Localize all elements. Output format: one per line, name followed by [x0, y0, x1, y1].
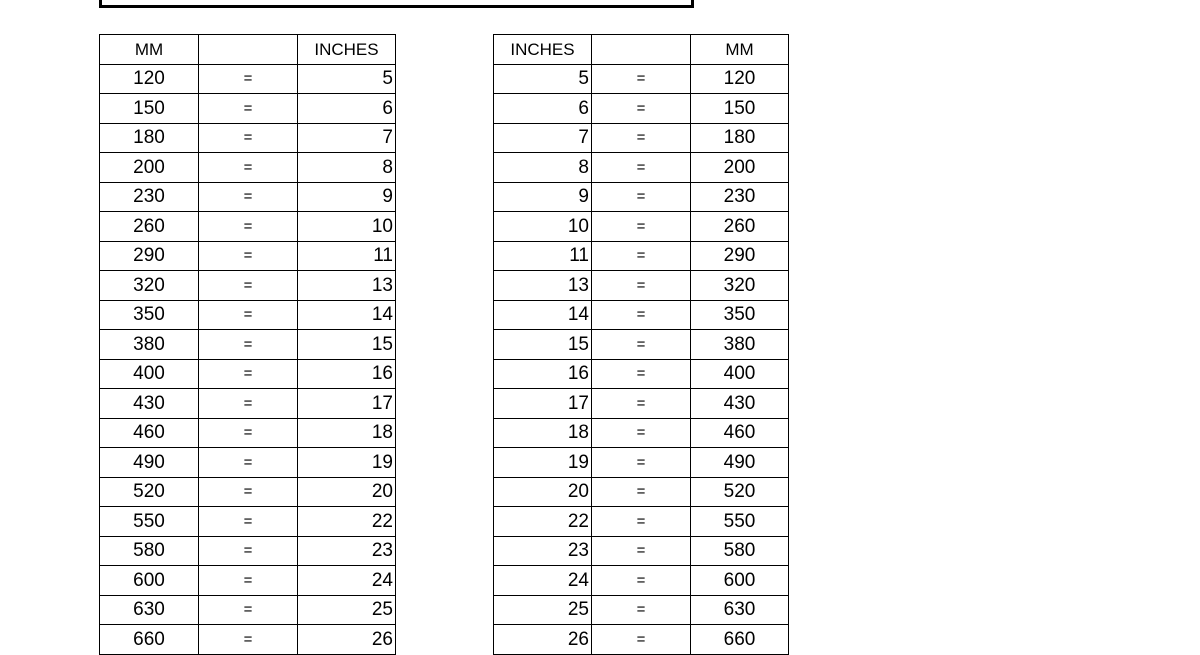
equals-cell: = [592, 536, 691, 566]
equals-cell: = [199, 595, 298, 625]
table-row [494, 625, 789, 655]
table-row [494, 241, 789, 271]
mm-cell: 350 [100, 300, 199, 330]
mm-cell: 350 [691, 300, 789, 330]
equals-cell: = [592, 507, 691, 537]
mm-cell: 230 [100, 182, 199, 212]
header-cell-blank [199, 35, 298, 65]
table-row [494, 300, 789, 330]
inches-cell: 25 [298, 595, 396, 625]
table-row [100, 418, 396, 448]
inches-cell: 15 [298, 330, 396, 360]
header-cell-mm: MM [100, 35, 199, 65]
mm-cell: 120 [100, 64, 199, 94]
mm-cell: 580 [100, 536, 199, 566]
mm-cell: 430 [691, 389, 789, 419]
inches-cell: 9 [494, 182, 592, 212]
inches-cell: 15 [494, 330, 592, 360]
mm-cell: 600 [691, 566, 789, 596]
mm-cell: 400 [100, 359, 199, 389]
inches-cell: 18 [494, 418, 592, 448]
header-row [100, 35, 396, 65]
equals-cell: = [592, 566, 691, 596]
table-row [494, 359, 789, 389]
table-row [494, 64, 789, 94]
mm-cell: 150 [100, 94, 199, 124]
inches-cell: 8 [494, 153, 592, 183]
table-row [100, 212, 396, 242]
equals-cell: = [199, 359, 298, 389]
equals-cell: = [592, 241, 691, 271]
table-row [100, 625, 396, 655]
mm-cell: 520 [100, 477, 199, 507]
table-row [494, 330, 789, 360]
equals-cell: = [199, 625, 298, 655]
table-row [494, 477, 789, 507]
table-row [100, 566, 396, 596]
mm-cell: 660 [100, 625, 199, 655]
inches-cell: 10 [298, 212, 396, 242]
mm-cell: 380 [691, 330, 789, 360]
inches-cell: 5 [494, 64, 592, 94]
header-cell-inches: INCHES [494, 35, 592, 65]
equals-cell: = [592, 123, 691, 153]
inches-cell: 23 [494, 536, 592, 566]
inches-cell: 26 [298, 625, 396, 655]
table-row [100, 507, 396, 537]
mm-cell: 460 [691, 418, 789, 448]
inches-cell: 10 [494, 212, 592, 242]
table-row [100, 94, 396, 124]
mm-cell: 460 [100, 418, 199, 448]
mm-cell: 630 [691, 595, 789, 625]
equals-cell: = [199, 94, 298, 124]
table-row [100, 123, 396, 153]
table-row [494, 448, 789, 478]
header-row [494, 35, 789, 65]
table-row [100, 330, 396, 360]
inches-cell: 17 [494, 389, 592, 419]
mm-cell: 320 [691, 271, 789, 301]
mm-cell: 150 [691, 94, 789, 124]
equals-cell: = [199, 477, 298, 507]
mm-cell: 230 [691, 182, 789, 212]
equals-cell: = [592, 182, 691, 212]
inches-cell: 26 [494, 625, 592, 655]
table-body [494, 64, 789, 654]
table-row [494, 389, 789, 419]
table-row [100, 153, 396, 183]
mm-cell: 200 [691, 153, 789, 183]
equals-cell: = [592, 64, 691, 94]
inches-cell: 7 [494, 123, 592, 153]
equals-cell: = [199, 182, 298, 212]
inches-cell: 18 [298, 418, 396, 448]
table-row [100, 182, 396, 212]
table-row [494, 418, 789, 448]
table-row [494, 182, 789, 212]
mm-cell: 200 [100, 153, 199, 183]
inches-cell: 20 [298, 477, 396, 507]
equals-cell: = [592, 153, 691, 183]
equals-cell: = [592, 330, 691, 360]
inches-cell: 16 [494, 359, 592, 389]
mm-cell: 260 [100, 212, 199, 242]
inches-cell: 17 [298, 389, 396, 419]
equals-cell: = [592, 448, 691, 478]
header-cell-mm: MM [691, 35, 789, 65]
table-row [494, 595, 789, 625]
equals-cell: = [592, 94, 691, 124]
inches-cell: 24 [494, 566, 592, 596]
inches-cell: 8 [298, 153, 396, 183]
equals-cell: = [199, 300, 298, 330]
table-row [494, 566, 789, 596]
table-row [100, 359, 396, 389]
table-row [100, 595, 396, 625]
mm-cell: 520 [691, 477, 789, 507]
inches-cell: 19 [494, 448, 592, 478]
mm-cell: 490 [100, 448, 199, 478]
mm-cell: 600 [100, 566, 199, 596]
mm-cell: 320 [100, 271, 199, 301]
equals-cell: = [592, 625, 691, 655]
equals-cell: = [592, 271, 691, 301]
table-row [494, 212, 789, 242]
inches-cell: 6 [298, 94, 396, 124]
equals-cell: = [199, 271, 298, 301]
mm-cell: 380 [100, 330, 199, 360]
mm-cell: 550 [100, 507, 199, 537]
mm-cell: 580 [691, 536, 789, 566]
equals-cell: = [592, 418, 691, 448]
mm-cell: 290 [691, 241, 789, 271]
inches-cell: 22 [298, 507, 396, 537]
inches-cell: 24 [298, 566, 396, 596]
equals-cell: = [199, 389, 298, 419]
equals-cell: = [199, 566, 298, 596]
inches-cell: 16 [298, 359, 396, 389]
table-row [100, 389, 396, 419]
mm-cell: 430 [100, 389, 199, 419]
equals-cell: = [199, 448, 298, 478]
table-row [100, 271, 396, 301]
table-row [100, 477, 396, 507]
mm-cell: 490 [691, 448, 789, 478]
mm-cell: 290 [100, 241, 199, 271]
mm-cell: 660 [691, 625, 789, 655]
mm-cell: 630 [100, 595, 199, 625]
equals-cell: = [592, 595, 691, 625]
table-row [494, 94, 789, 124]
table-row [100, 64, 396, 94]
inches-cell: 9 [298, 182, 396, 212]
inches-cell: 19 [298, 448, 396, 478]
mm-to-inches-table [99, 34, 396, 655]
equals-cell: = [592, 212, 691, 242]
inches-cell: 7 [298, 123, 396, 153]
header-cell-blank [592, 35, 691, 65]
table-row [100, 536, 396, 566]
table-row [494, 123, 789, 153]
table-row [100, 241, 396, 271]
table-row [100, 448, 396, 478]
table-row [494, 507, 789, 537]
equals-cell: = [592, 477, 691, 507]
equals-cell: = [199, 330, 298, 360]
equals-cell: = [199, 418, 298, 448]
mm-cell: 180 [100, 123, 199, 153]
inches-cell: 23 [298, 536, 396, 566]
inches-to-mm-table [493, 34, 789, 655]
equals-cell: = [592, 389, 691, 419]
mm-cell: 400 [691, 359, 789, 389]
equals-cell: = [199, 64, 298, 94]
equals-cell: = [199, 507, 298, 537]
inches-cell: 25 [494, 595, 592, 625]
equals-cell: = [199, 123, 298, 153]
table-row [494, 271, 789, 301]
mm-cell: 550 [691, 507, 789, 537]
table-body [100, 64, 396, 654]
equals-cell: = [199, 241, 298, 271]
equals-cell: = [199, 536, 298, 566]
inches-cell: 11 [298, 241, 396, 271]
table-row [100, 300, 396, 330]
equals-cell: = [199, 212, 298, 242]
inches-cell: 22 [494, 507, 592, 537]
inches-cell: 14 [298, 300, 396, 330]
inches-cell: 5 [298, 64, 396, 94]
inches-cell: 13 [494, 271, 592, 301]
inches-cell: 20 [494, 477, 592, 507]
title-box [99, 0, 694, 8]
inches-cell: 11 [494, 241, 592, 271]
inches-cell: 6 [494, 94, 592, 124]
table-row [494, 536, 789, 566]
mm-cell: 260 [691, 212, 789, 242]
equals-cell: = [199, 153, 298, 183]
inches-cell: 14 [494, 300, 592, 330]
inches-cell: 13 [298, 271, 396, 301]
table-row [494, 153, 789, 183]
equals-cell: = [592, 359, 691, 389]
mm-cell: 180 [691, 123, 789, 153]
header-cell-inches: INCHES [298, 35, 396, 65]
mm-cell: 120 [691, 64, 789, 94]
equals-cell: = [592, 300, 691, 330]
